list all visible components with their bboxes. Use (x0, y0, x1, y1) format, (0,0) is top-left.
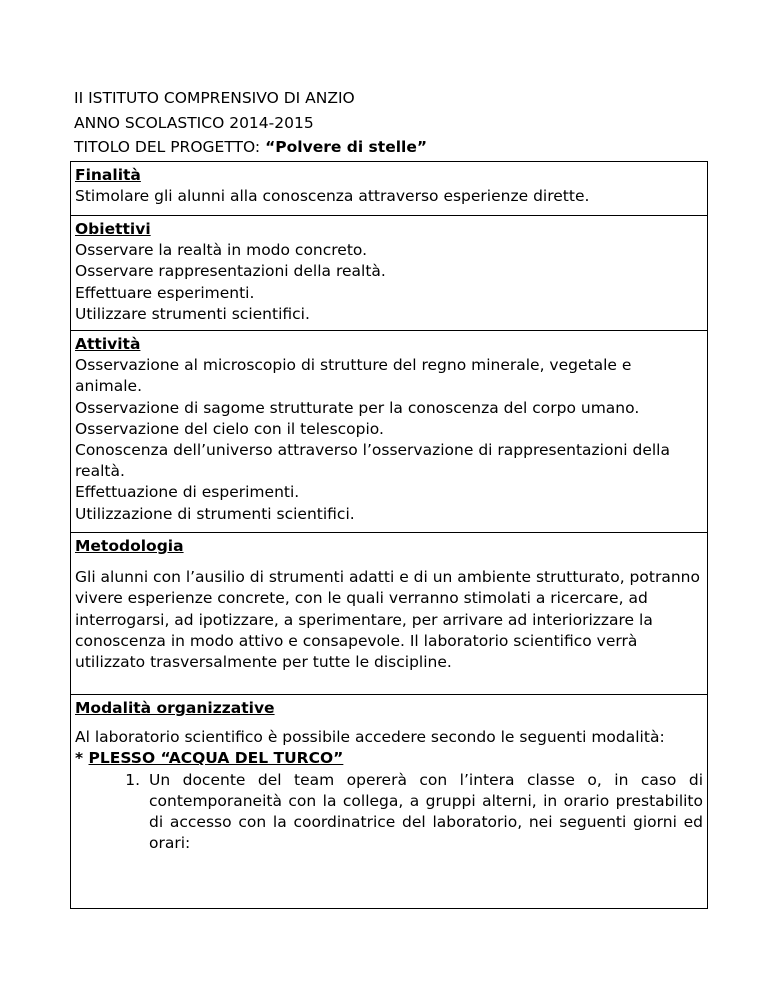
obiettivi-item: Utilizzare strumenti scientifici. (75, 304, 310, 323)
attivita-item: Effettuazione di esperimenti. (75, 483, 300, 502)
attivita-item: Utilizzazione di strumenti scientifici. (75, 504, 355, 523)
obiettivi-item: Osservare la realtà in modo concreto. (75, 241, 368, 260)
modalita-list (75, 770, 703, 855)
row-finalita (71, 162, 708, 216)
project-title (74, 135, 427, 160)
project-title-label: TITOLO DEL PROGETTO: (74, 138, 266, 156)
attivita-item: Osservazione al microscopio di strutture del regno minerale, vegetale e animale. (75, 356, 632, 396)
attivita-item: Osservazione del cielo con il telescopio. (75, 419, 384, 438)
document-header (74, 86, 427, 160)
cell-finalita (71, 162, 708, 216)
plesso-marker: * (75, 749, 89, 768)
row-attivita (71, 331, 708, 533)
attivita-heading: Attività (75, 335, 141, 353)
project-title-value: “Polvere di stelle” (265, 138, 428, 156)
school-year: ANNO SCOLASTICO 2014-2015 (74, 113, 314, 132)
finalita-text: Stimolare gli alunni alla conoscenza attraverso esperienze dirette. (75, 187, 590, 206)
finalita-heading: Finalità (75, 166, 141, 184)
cell-metodologia (71, 533, 708, 695)
school-name: II ISTITUTO COMPRENSIVO DI ANZIO (74, 89, 355, 107)
row-metodologia (71, 533, 708, 695)
plesso-heading (75, 748, 703, 769)
project-table (70, 161, 708, 909)
cell-attivita (71, 331, 708, 533)
plesso-name: PLESSO “ACQUA DEL TURCO” (88, 749, 344, 768)
attivita-item: Conoscenza dell’universo attraverso l’osservazione di rappresentazioni della realtà. (75, 441, 670, 481)
modalita-intro: Al laboratorio scientifico è possibile accedere secondo le seguenti modalità: (75, 728, 665, 747)
obiettivi-heading: Obiettivi (75, 220, 151, 238)
cell-obiettivi (71, 216, 708, 331)
cell-modalita (71, 695, 708, 909)
row-obiettivi (71, 216, 708, 331)
row-modalita (71, 695, 708, 909)
modalita-heading: Modalità organizzative (75, 699, 275, 717)
metodologia-text: Gli alunni con l’ausilio di strumenti adatti e di un ambiente strutturato, potranno vivere esperienze concrete, con le quali verranno stimolati a ricercare, ad interrogarsi, ad ipotizzare, a sperimentare, per arrivare ad interiorizzare la conoscenza in modo attivo e consapevole. Il laboratorio scientifico verrà utilizzato trasversalmente per tutte le discipline. (75, 568, 700, 672)
modalita-list-item: 1. Un docente del team opererà con l’intera classe o, in caso di contemporaneità con la collega, a gruppi alterni, in orario prestabilito di accesso con la coordinatrice del laboratorio, nei seguenti giorni ed orari: (145, 770, 703, 855)
attivita-item: Osservazione di sagome strutturate per la conoscenza del corpo umano. (75, 398, 640, 417)
obiettivi-item: Effettuare esperimenti. (75, 283, 255, 302)
metodologia-heading: Metodologia (75, 537, 184, 555)
obiettivi-item: Osservare rappresentazioni della realtà. (75, 262, 386, 281)
